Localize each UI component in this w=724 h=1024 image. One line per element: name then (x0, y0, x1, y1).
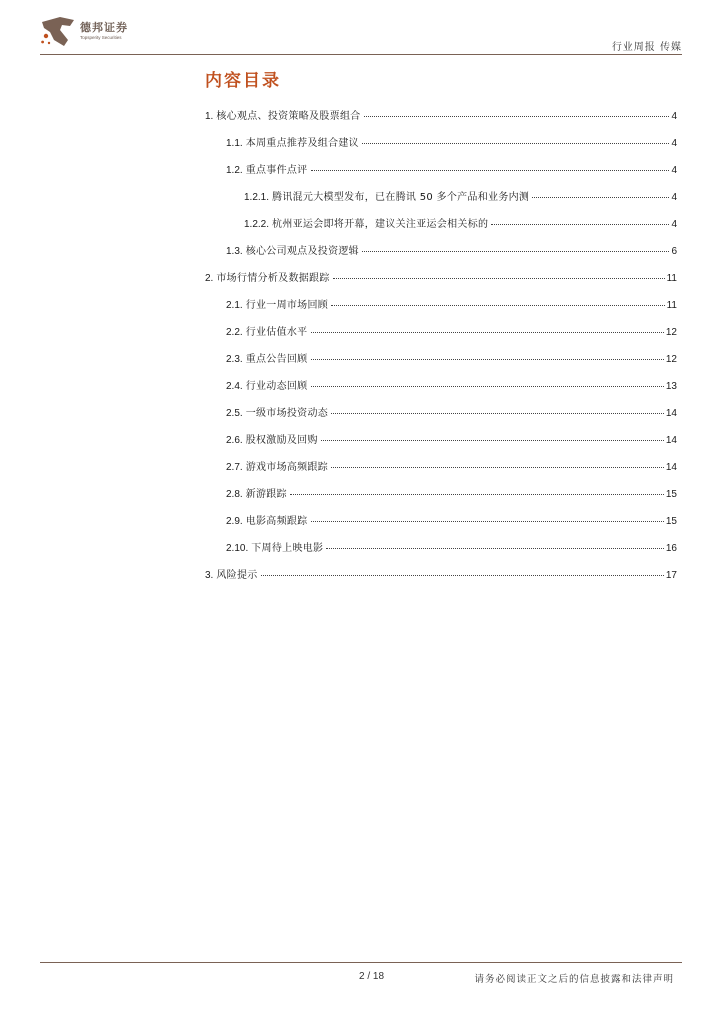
toc-entry-number: 2.5. (226, 408, 243, 419)
toc-entry-number: 2.8. (226, 489, 243, 500)
toc-entry-page: 13 (665, 381, 677, 392)
toc-entry-number: 1.2. (226, 165, 243, 176)
page-header (40, 14, 682, 56)
toc-dot-leader (491, 224, 669, 225)
company-name-cn: 德邦证券 (80, 21, 128, 34)
toc-entry-1-2-1[interactable] (244, 188, 677, 202)
toc-entry-1-2-2[interactable] (244, 215, 677, 229)
toc-entry-1-2[interactable] (226, 161, 677, 175)
toc-entry-title: 市场行情分析及数据跟踪 (216, 273, 330, 284)
toc-entry-page: 14 (665, 435, 677, 446)
toc-title: 内容目录 (205, 71, 281, 91)
toc-entry-number: 1.3. (226, 246, 243, 257)
toc-entry-title: 行业动态回顾 (245, 381, 308, 392)
toc-entry-page: 17 (665, 570, 677, 581)
toc-entry-title: 风险提示 (216, 570, 258, 581)
company-logo-icon (40, 14, 76, 48)
toc-dot-leader (364, 116, 670, 117)
toc-entry-title: 核心观点、投资策略及股票组合 (216, 111, 361, 122)
toc-entry-number: 1.2.1. (244, 192, 270, 203)
toc-dot-leader (532, 197, 669, 198)
toc-entry-number: 1. (205, 111, 214, 122)
toc-entry-1-3[interactable] (226, 242, 677, 256)
toc-entry-1[interactable] (205, 107, 677, 121)
toc-entry-page: 11 (666, 273, 677, 284)
toc-dot-leader (326, 548, 664, 549)
toc-entry-title: 股权激励及回购 (245, 435, 318, 446)
toc-entry-page: 15 (665, 516, 677, 527)
toc-entry-number: 2. (205, 273, 214, 284)
toc-entry-2-7[interactable] (226, 458, 677, 472)
toc-entry-title: 杭州亚运会即将开幕，建议关注亚运会相关标的 (272, 219, 489, 230)
toc-entry-title: 重点公告回顾 (245, 354, 308, 365)
toc-entry-page: 15 (665, 489, 677, 500)
toc-dot-leader (261, 575, 664, 576)
toc-entry-1-1[interactable] (226, 134, 677, 148)
toc-entry-page: 14 (665, 408, 677, 419)
toc-dot-leader (331, 305, 665, 306)
toc-dot-leader (331, 413, 664, 414)
toc-entry-page: 12 (665, 354, 677, 365)
toc-entry-number: 1.1. (226, 138, 243, 149)
toc-dot-leader (311, 359, 664, 360)
toc-entry-title: 电影高频跟踪 (245, 516, 308, 527)
toc-entry-2-6[interactable] (226, 431, 677, 445)
toc-entry-page: 4 (671, 192, 677, 203)
toc-entry-2-9[interactable] (226, 512, 677, 526)
company-name-en: Topsperity Securities (80, 35, 122, 40)
toc-entry-page: 16 (665, 543, 677, 554)
report-category: 行业周报 传媒 (611, 42, 682, 53)
toc-entry-number: 2.1. (226, 300, 243, 311)
toc-entry-2-8[interactable] (226, 485, 677, 499)
footer-disclaimer: 请务必阅读正文之后的信息披露和法律声明 (474, 974, 674, 985)
toc-entry-2-3[interactable] (226, 350, 677, 364)
toc-entry-page: 6 (671, 246, 677, 257)
toc-entry-title: 行业一周市场回顾 (245, 300, 329, 311)
toc-entry-title: 重点事件点评 (245, 165, 308, 176)
toc-entry-2-5[interactable] (226, 404, 677, 418)
toc-entry-number: 2.2. (226, 327, 243, 338)
toc-entry-page: 12 (665, 327, 677, 338)
toc-entry-page: 4 (671, 165, 677, 176)
toc-entry-2-2[interactable] (226, 323, 677, 337)
toc-entry-page: 11 (666, 300, 677, 311)
toc-dot-leader (311, 521, 664, 522)
toc-entry-2-1[interactable] (226, 296, 677, 310)
toc-entry-title: 行业估值水平 (245, 327, 308, 338)
toc-dot-leader (321, 440, 664, 441)
toc-entry-title: 本周重点推荐及组合建议 (245, 138, 359, 149)
toc-entry-number: 2.6. (226, 435, 243, 446)
toc-dot-leader (311, 332, 664, 333)
toc-entry-2[interactable] (205, 269, 677, 283)
toc-entry-2-10[interactable] (226, 539, 677, 553)
toc-entry-title: 游戏市场高频跟踪 (245, 462, 329, 473)
toc-entry-title: 核心公司观点及投资逻辑 (245, 246, 359, 257)
toc-dot-leader (362, 251, 669, 252)
toc-entry-number: 1.2.2. (244, 219, 270, 230)
toc-entry-page: 4 (671, 138, 677, 149)
toc-entry-2-4[interactable] (226, 377, 677, 391)
header-divider (40, 54, 682, 55)
page-number: 2 / 18 (359, 971, 385, 982)
toc-entry-page: 4 (671, 219, 677, 230)
toc-dot-leader (333, 278, 665, 279)
toc-entry-title: 下周待上映电影 (251, 543, 324, 554)
toc-entry-title: 新游跟踪 (245, 489, 287, 500)
toc-entry-number: 2.9. (226, 516, 243, 527)
toc-dot-leader (362, 143, 669, 144)
toc-entry-title: 一级市场投资动态 (245, 408, 329, 419)
toc-dot-leader (290, 494, 664, 495)
company-logo (40, 14, 150, 50)
toc-entry-page: 14 (665, 462, 677, 473)
toc-entry-number: 2.10. (226, 543, 249, 554)
footer-divider (40, 962, 682, 963)
toc-dot-leader (311, 170, 670, 171)
toc-entry-number: 2.7. (226, 462, 243, 473)
toc-dot-leader (311, 386, 664, 387)
toc-entry-3[interactable] (205, 566, 677, 580)
toc-entry-page: 4 (671, 111, 677, 122)
toc-entry-number: 2.4. (226, 381, 243, 392)
toc-dot-leader (331, 467, 664, 468)
toc-entry-number: 3. (205, 570, 214, 581)
toc-entry-title: 腾讯混元大模型发布，已在腾讯 50 多个产品和业务内测 (272, 192, 530, 203)
toc-entry-number: 2.3. (226, 354, 243, 365)
